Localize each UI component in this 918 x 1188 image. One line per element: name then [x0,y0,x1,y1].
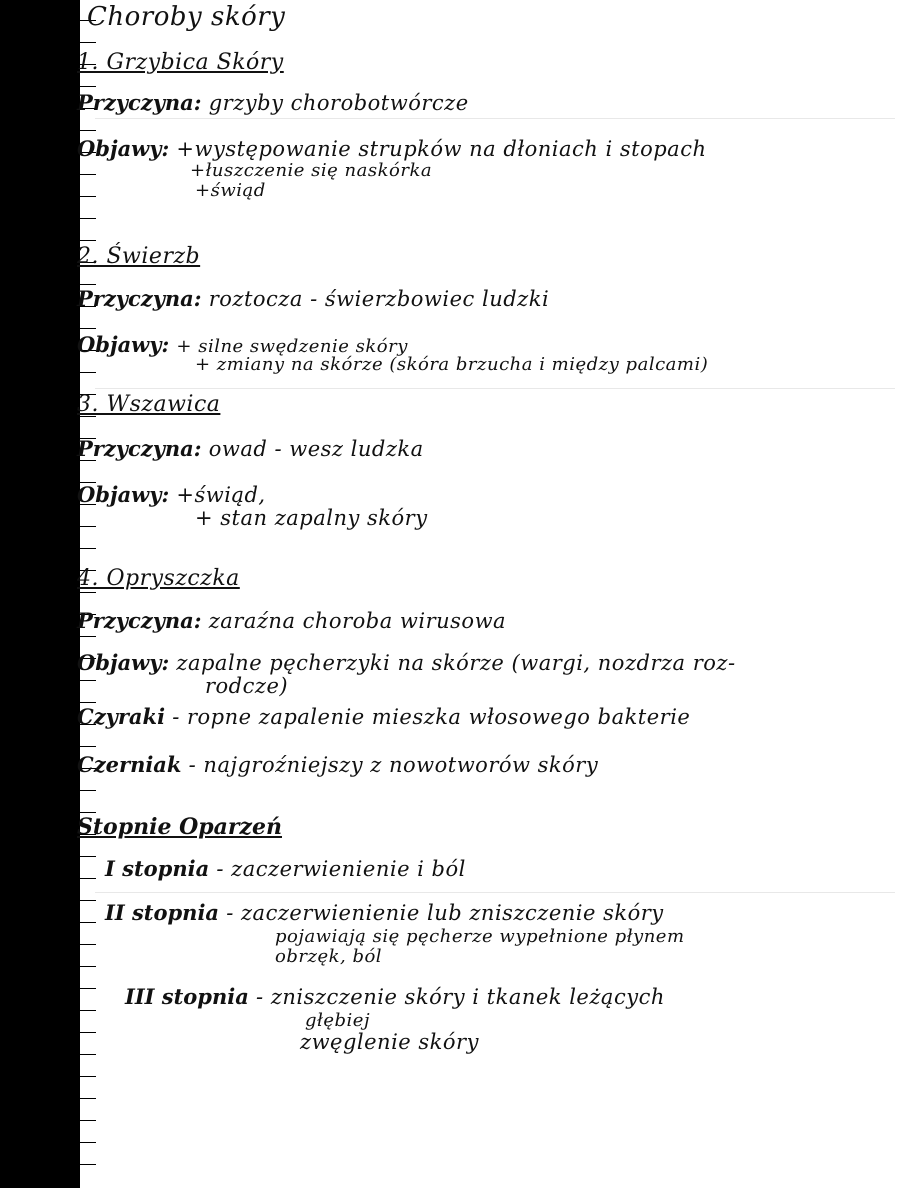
spine-tick [78,746,96,747]
spine-tick [78,174,96,175]
spine-tick [78,42,96,43]
spine-tick [78,1076,96,1077]
symptoms-label: Objawy: [77,650,170,675]
symptom-item: + stan zapalny skóry [195,506,428,530]
entry-label: Czyraki [77,704,166,729]
spine-tick [78,328,96,329]
entry-row [77,752,598,777]
symptoms-label: Objawy: [77,482,170,507]
spine-tick [78,196,96,197]
burn-degree-text: - zaczerwienienie i ból [216,857,466,881]
burn-degree-row [105,900,664,925]
symptom-item: + silne swędzenie skóry [176,336,408,357]
spine-tick [78,1120,96,1121]
symptoms-row [77,482,266,507]
symptom-item: zapalne pęcherzyki na skórze (wargi, nozdrza roz- [176,651,736,675]
spine-tick [78,680,96,681]
burn-degree-text: - zaczerwienienie lub zniszczenie skóry [226,901,664,925]
cause-text: owad - wesz ludzka [208,437,424,461]
section-heading: Stopnie Oparzeń [77,814,282,840]
cause-label: Przyczyna: [77,90,202,115]
section-heading: 4. Opryszczka [77,566,240,591]
burn-degree-text: głębiej [305,1010,371,1031]
burn-degree-row [125,984,665,1009]
cause-text: zaraźna choroba wirusowa [208,609,507,633]
spine-tick [78,372,96,373]
symptoms-label: Objawy: [77,136,170,161]
spine-tick [78,856,96,857]
cause-row [77,608,506,633]
section-heading: 2. Świerzb [77,244,201,269]
page-title: Choroby skóry [87,2,286,32]
notebook-page [77,0,910,1188]
cause-row [77,436,424,461]
spine-tick [78,1032,96,1033]
symptoms-label: Objawy: [77,332,170,357]
spine-tick [78,966,96,967]
symptom-item: +występowanie strupków na dłoniach i stopach [176,137,707,161]
spine-tick [78,988,96,989]
spine-tick [78,944,96,945]
spine-tick [78,240,96,241]
spine-tick [78,86,96,87]
burn-degree-text: zwęglenie skóry [300,1030,479,1054]
cause-label: Przyczyna: [77,608,202,633]
symptom-item: rodcze) [205,674,289,698]
burn-degree-label: III stopnia [125,984,249,1009]
burn-degree-text: obrzęk, ból [275,946,383,967]
symptom-item: +łuszczenie się naskórka [190,160,433,181]
spine-tick [78,922,96,923]
symptom-item: +świąd, [176,483,266,507]
cause-row [77,90,469,115]
spine-tick [78,548,96,549]
entry-row [77,704,690,729]
spine-tick [78,1142,96,1143]
spine-tick [78,1164,96,1165]
burn-degree-row [105,856,466,881]
spine-tick [78,130,96,131]
burn-degree-label: II stopnia [105,900,220,925]
symptom-item: +świąd [195,180,266,201]
cause-row [77,286,549,311]
section-heading: 3. Wszawica [77,392,221,417]
spine-tick [78,218,96,219]
burn-degree-text: pojawiają się pęcherze wypełnione płynem [275,926,685,947]
burn-degree-label: I stopnia [105,856,210,881]
symptoms-row [77,650,736,675]
cause-label: Przyczyna: [77,436,202,461]
symptoms-row [77,136,707,161]
spine-tick [78,592,96,593]
spine-tick [78,790,96,791]
cause-text: grzyby chorobotwórcze [208,91,469,115]
spine-tick [78,812,96,813]
spine-tick [78,284,96,285]
section-heading: 1. Grzybica Skóry [77,50,284,75]
binder-spine [0,0,80,1188]
entry-text: - ropne zapalenie mieszka włosowego bakterie [172,705,691,729]
spine-tick [78,1054,96,1055]
spine-tick [78,636,96,637]
entry-label: Czerniak [77,752,182,777]
spine-tick [78,1010,96,1011]
burn-degree-text: - zniszczenie skóry i tkanek leżących [256,985,665,1009]
cause-text: roztocza - świerzbowiec ludzki [208,287,550,311]
spine-tick [78,526,96,527]
cause-label: Przyczyna: [77,286,202,311]
spine-tick [78,1098,96,1099]
symptom-item: + zmiany na skórze (skóra brzucha i między palcami) [195,354,709,375]
spine-tick [78,878,96,879]
spine-tick [78,900,96,901]
entry-text: - najgroźniejszy z nowotworów skóry [188,753,599,777]
spine-tick [78,702,96,703]
